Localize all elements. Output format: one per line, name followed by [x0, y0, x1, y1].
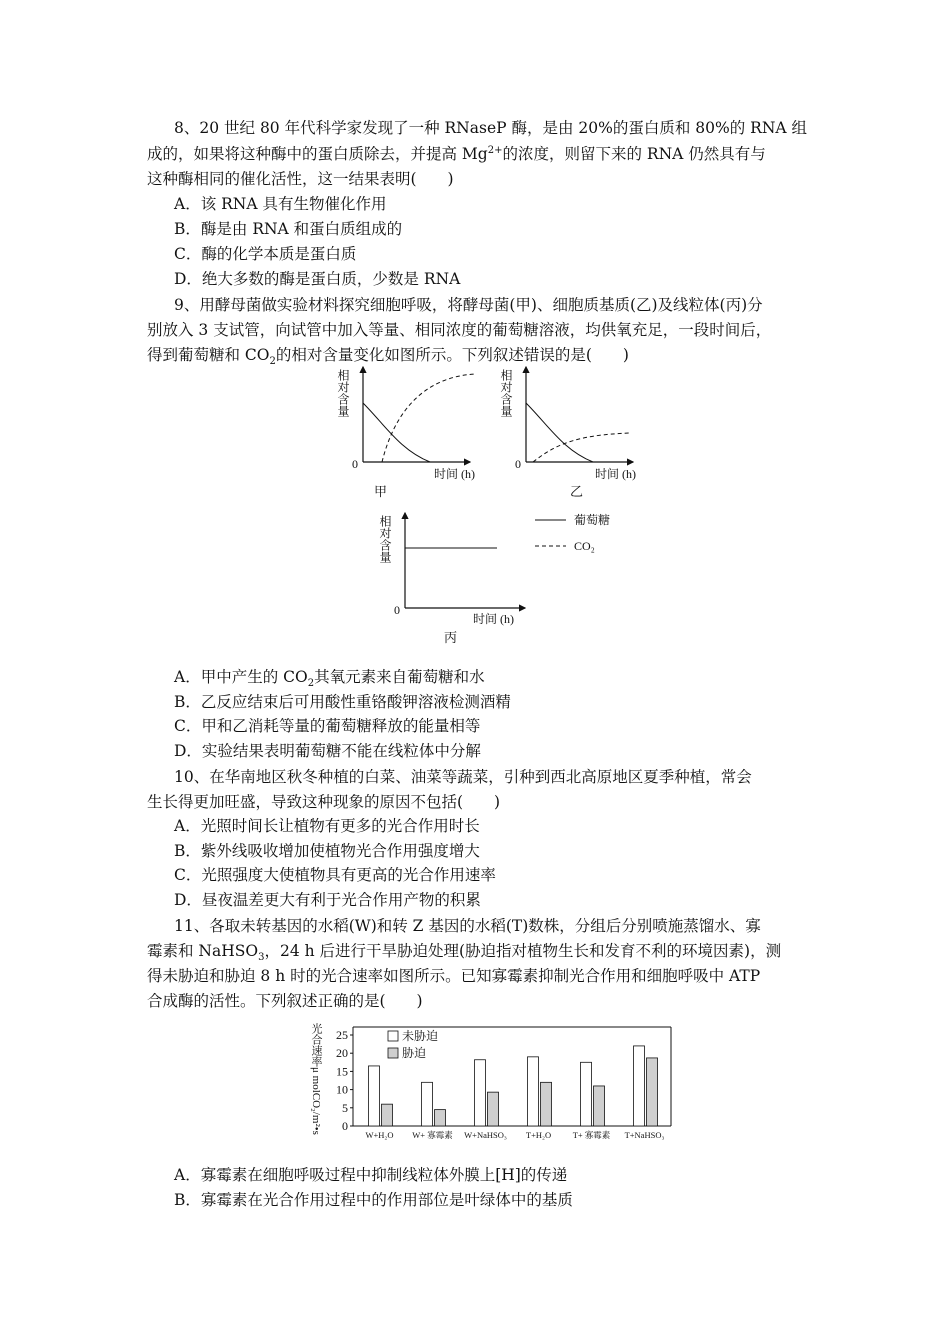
legend-stressed: 胁迫: [402, 1046, 427, 1060]
q9-line-3: 得到葡萄糖和 $CO_2$的相对含量变化如图所示。下列叙述错误的是( ): [147, 346, 629, 368]
q11-line-4: 合成酶的活性。下列叙述正确的是( ): [147, 992, 423, 1010]
bing-y-label: 相对含量: [378, 515, 392, 563]
jia-x-label: 时间 (h): [434, 467, 475, 481]
graph-bing: [378, 513, 525, 645]
legend-glucose: 葡萄糖: [574, 513, 611, 527]
bar-unstressed: [581, 1062, 592, 1126]
q10-option-d: D．昼夜温差更大有利于光合作用产物的积累: [174, 891, 481, 909]
legend-stressed-swatch: [388, 1048, 398, 1058]
bing-origin: 0: [394, 603, 400, 617]
q9-figure: [330, 365, 660, 650]
jia-origin: 0: [352, 457, 358, 471]
yi-x-label: 时间 (h): [595, 467, 636, 481]
q9-option-b: B．乙反应结束后可用酸性重铬酸钾溶液检测酒精: [174, 693, 511, 711]
bar-stressed: [541, 1082, 552, 1126]
graph-yi: [499, 367, 636, 499]
bar-unstressed: [528, 1057, 539, 1126]
q11-line-3: 得未胁迫和胁迫 8 h 时的光合速率如图所示。已知寡霉素抑制光合作用和细胞呼吸中 ATP: [147, 967, 761, 985]
yi-glucose-curve: [526, 403, 593, 462]
q8-option-a: A．该 RNA 具有生物催化作用: [174, 195, 387, 213]
q10-option-b: B．紫外线吸收增加使植物光合作用强度增大: [174, 842, 480, 860]
y-tick-label: 5: [342, 1100, 348, 1115]
q10-option-a: A．光照时间长让植物有更多的光合作用时长: [174, 817, 480, 835]
legend-co2: CO₂: [574, 539, 595, 553]
bing-x-label: 时间 (h): [473, 612, 514, 626]
x-category-label: T+ 寡霉素: [572, 1130, 611, 1140]
bing-caption: 丙: [444, 630, 458, 645]
jia-y-label: 相对含量: [336, 369, 350, 417]
jia-glucose-curve: [363, 403, 430, 462]
q8-line-3: 这种酶相同的催化活性，这一结果表明( ): [147, 170, 454, 188]
q8-option-c: C．酶的化学本质是蛋白质: [174, 245, 357, 263]
x-category-label: T+NaHSO₃: [624, 1130, 665, 1140]
bar-unstressed: [634, 1046, 645, 1126]
q9-option-a: A．甲中产生的 $CO_2$其氧元素来自葡萄糖和水: [174, 668, 485, 690]
q11-line-2: 霉素和 NaHSO$_3$，24 h 后进行干旱胁迫处理(胁迫指对植物生长和发育不利的环境因素)，测: [147, 942, 782, 964]
jia-co2-curve: [382, 374, 475, 462]
graph-jia: [336, 367, 475, 499]
q8-option-b: B．酶是由 RNA 和蛋白质组成的: [174, 220, 403, 238]
q10-line-1: 10、在华南地区秋冬种植的白菜、油菜等蔬菜，引种到西北高原地区夏季种植，常会: [174, 768, 752, 786]
q10-line-2: 生长得更加旺盛，导致这种现象的原因不包括( ): [147, 793, 501, 811]
x-category-label: W+H₂O: [365, 1130, 394, 1140]
y-tick-label: 20: [336, 1046, 348, 1061]
yi-caption: 乙: [570, 484, 584, 499]
q11-line-1: 11、各取未转基因的水稻(W)和转 Z 基因的水稻(T)数株，分组后分别喷施蒸馏水、寡: [174, 917, 761, 935]
y-tick-label: 0: [342, 1119, 348, 1133]
bar-stressed: [435, 1110, 446, 1126]
bar-stressed: [382, 1104, 393, 1126]
q8-line-1: 8、20 世纪 80 年代科学家发现了一种 RNaseP 酶，是由 20%的蛋白质和 80%的 RNA 组: [174, 119, 808, 137]
bar-stressed: [488, 1092, 499, 1126]
bar-unstressed: [475, 1060, 486, 1126]
chart-legend: [388, 1028, 438, 1060]
yi-co2-curve: [533, 433, 630, 462]
yi-y-label: 相对含量: [499, 369, 513, 417]
q9-line-2: 别放入 3 支试管，向试管中加入等量、相同浓度的葡萄糖溶液，均供氧充足，一段时间后，: [147, 321, 772, 339]
legend-unstressed: 未胁迫: [402, 1029, 439, 1043]
q8-option-d: D．绝大多数的酶是蛋白质，少数是 RNA: [174, 270, 461, 288]
bar-stressed: [594, 1086, 605, 1126]
q9-legend: [535, 512, 610, 553]
q9-line-1: 9、用酵母菌做实验材料探究细胞呼吸，将酵母菌(甲)、细胞质基质(乙)及线粒体(丙)分: [174, 296, 763, 314]
chart-y-label: 光合速率μ molCO₂/m²•s: [310, 1023, 322, 1135]
q11-option-b: B．寡霉素在光合作用过程中的作用部位是叶绿体中的基质: [174, 1191, 573, 1209]
q8-line-2: 成的，如果将这种酶中的蛋白质除去，并提高 $Mg^{2+}$的浓度，则留下来的 RNA 仍然具有与: [147, 144, 766, 163]
x-category-label: W+ 寡霉素: [412, 1130, 453, 1140]
q9-option-d: D．实验结果表明葡萄糖不能在线粒体中分解: [174, 742, 481, 760]
bar-unstressed: [422, 1082, 433, 1126]
y-tick-label: 15: [336, 1064, 348, 1079]
q10-option-c: C．光照强度大使植物具有更高的光合作用速率: [174, 866, 496, 884]
y-tick-label: 10: [336, 1082, 348, 1097]
q11-bar-chart: [308, 1015, 678, 1155]
jia-caption: 甲: [374, 484, 388, 499]
x-category-label: W+NaHSO₃: [464, 1130, 507, 1140]
q11-option-a: A．寡霉素在细胞呼吸过程中抑制线粒体外膜上[H]的传递: [174, 1166, 568, 1184]
bar-stressed: [647, 1058, 658, 1126]
x-category-label: T+H₂O: [525, 1130, 552, 1140]
yi-origin: 0: [515, 457, 521, 471]
q9-option-c: C．甲和乙消耗等量的葡萄糖释放的能量相等: [174, 717, 481, 735]
legend-unstressed-swatch: [388, 1031, 398, 1041]
bar-unstressed: [369, 1066, 380, 1126]
y-tick-label: 25: [336, 1028, 348, 1042]
